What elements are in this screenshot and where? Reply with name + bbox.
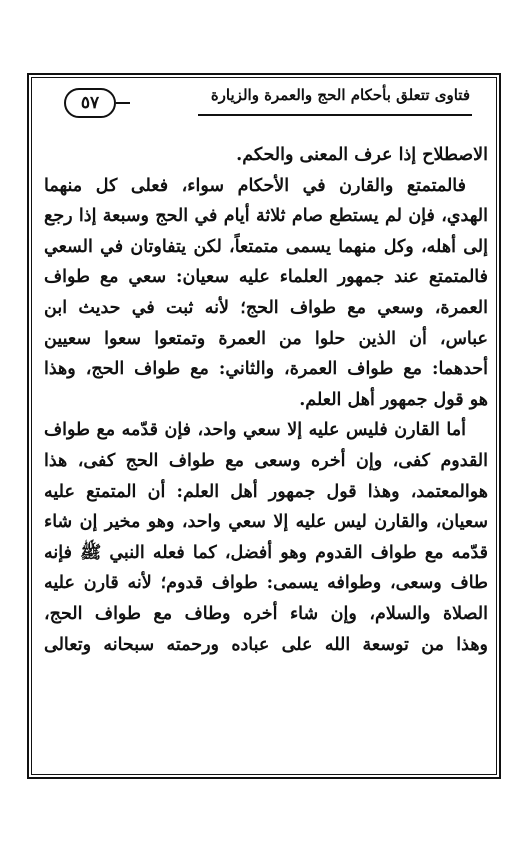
text-line: قدّمه مع طواف القدوم وهو أفضل، كما فعله النبي ﷺ فإنه [44, 542, 488, 563]
header-rule [198, 114, 472, 116]
text-line: عباس، أن الذين حلوا من العمرة وتمتعوا سعوا سعيين [44, 328, 488, 349]
text-line: فالمتمتع والقارن في الأحكام سواء، فعلى كل منهما [44, 175, 466, 196]
text-line: إلى أهله، وكل منهما يسمى متمتعاً، لكن يتفاوتان في السعي [44, 236, 488, 257]
running-title: فتاوى تتعلق بأحكام الحج والعمرة والزيارة [210, 86, 470, 104]
text-line: القدوم كفى، وإن أخره وسعى مع طواف الحج كفى، هذا [44, 450, 488, 471]
text-line: طاف وسعى، وطوافه يسمى: طواف قدوم؛ لأنه قارن عليه [44, 573, 488, 594]
running-header [62, 86, 472, 120]
fatwa-body [44, 140, 488, 660]
text-line: العمرة، وسعي مع طواف الحج؛ لأنه ثبت في حديث ابن [44, 297, 488, 318]
text-line: هو قول جمهور أهل العلم. [299, 389, 488, 410]
text-line: فالمتمتع عند جمهور العلماء عليه سعيان: سعي مع طواف [44, 267, 488, 288]
text-line: وهذا من توسعة الله على عباده ورحمته سبحانه وتعالى [44, 634, 488, 655]
text-line: الصلاة والسلام، وإن شاء أخره وطاف مع طواف الحج، [44, 603, 488, 624]
text-line: هوالمعتمد، وهذا قول جمهور أهل العلم: أن المتمتع عليه [44, 481, 488, 502]
page-number: ٥٧ [64, 88, 116, 118]
text-line: أما القارن فليس عليه إلا سعي واحد، فإن قدّمه مع طواف [44, 420, 466, 441]
text-line: الاصطلاح إذا عرف المعنى والحكم. [236, 145, 488, 165]
text-line: الهدي، فإن لم يستطع صام ثلاثة أيام في الحج وسبعة إذا رجع [44, 206, 488, 227]
text-line: سعيان، والقارن ليس عليه إلا سعي واحد، وهو مخير إن شاء [44, 512, 488, 533]
text-line: أحدهما: مع طواف العمرة، والثاني: مع طواف الحج، وهذا [44, 359, 488, 380]
